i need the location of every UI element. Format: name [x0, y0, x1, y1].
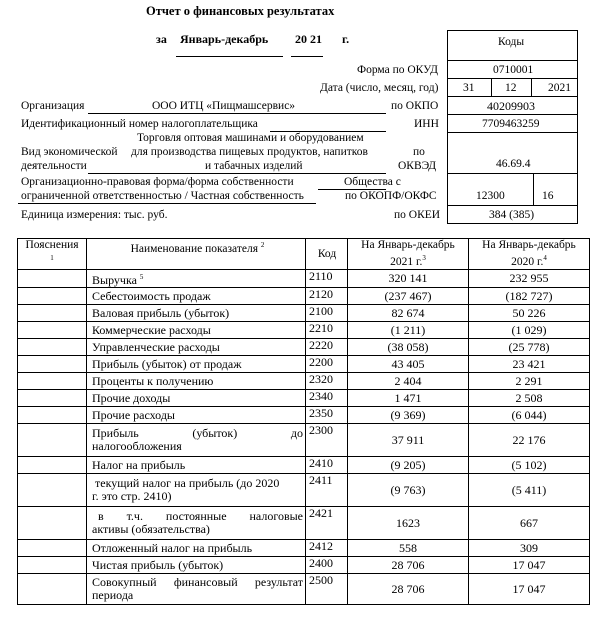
okfs-cell: [533, 173, 578, 206]
row-notes: [18, 474, 87, 507]
row-previous-value: (182 727): [469, 288, 590, 305]
okopf-value: 12300: [476, 190, 505, 202]
date-day: 31: [463, 82, 475, 94]
row-current-value: 82 674: [348, 305, 469, 322]
row-name: в т.ч. постоянные налоговые активы (обязательства): [87, 507, 306, 540]
row-previous-value: 2 508: [469, 390, 590, 407]
table-row: [18, 305, 590, 322]
row-name: Управленческие расходы: [87, 339, 306, 356]
table-header-row: [18, 239, 590, 270]
codes-header: Коды: [498, 36, 525, 48]
row-name: Совокупный финансовый результат периода: [87, 574, 306, 605]
okfs-value: 16: [542, 190, 554, 202]
row-code: 2500: [306, 574, 348, 605]
row-name: Прибыль (убыток) до налогообложения: [87, 424, 306, 457]
row-code: 2410: [306, 457, 348, 474]
row-code: 2320: [306, 373, 348, 390]
row-name: текущий налог на прибыль (до 2020 г. это стр. 2410): [87, 474, 306, 507]
header-name: Наименование показателя $^2$: [87, 239, 306, 270]
row-current-value: (9 763): [348, 474, 469, 507]
table-row: [18, 373, 590, 390]
table-row: [18, 557, 590, 574]
inn-code-label: ИНН: [414, 118, 439, 130]
row-current-value: 1 471: [348, 390, 469, 407]
header-code: Код: [306, 239, 348, 270]
row-notes: [18, 457, 87, 474]
row-current-value: (9 205): [348, 457, 469, 474]
activity-label-2: деятельности: [21, 160, 87, 172]
period-year-b: 21: [310, 32, 322, 46]
row-previous-value: (5 102): [469, 457, 590, 474]
row-notes: [18, 373, 87, 390]
row-name: Себестоимость продаж: [87, 288, 306, 305]
legal-form-label-2: ограниченной ответственностью / Частная собственность: [21, 190, 304, 202]
okved-label-1: по: [413, 146, 425, 158]
row-notes: [18, 356, 87, 373]
okpo-label: по ОКПО: [391, 100, 439, 112]
row-previous-value: 50 226: [469, 305, 590, 322]
row-current-value: (9 369): [348, 407, 469, 424]
date-label: Дата (число, месяц, год): [320, 82, 439, 94]
row-previous-value: 232 955: [469, 270, 590, 288]
form-okud-value: 0710001: [493, 64, 534, 76]
inn-label: Идентификационный номер налогоплательщика: [21, 118, 258, 130]
row-notes: [18, 288, 87, 305]
row-notes: [18, 424, 87, 457]
table-row: [18, 474, 590, 507]
report-title: Отчет о финансовых результатах: [146, 4, 335, 18]
row-notes: [18, 322, 87, 339]
row-name: Выручка $^5$: [87, 270, 306, 288]
row-previous-value: 667: [469, 507, 590, 540]
row-code: 2411: [306, 474, 348, 507]
row-previous-value: (6 044): [469, 407, 590, 424]
row-name: Коммерческие расходы: [87, 322, 306, 339]
row-previous-value: 17 047: [469, 574, 590, 605]
row-previous-value: (25 778): [469, 339, 590, 356]
period-prefix: за: [156, 32, 167, 46]
row-notes: [18, 540, 87, 557]
row-previous-value: (5 411): [469, 474, 590, 507]
row-previous-value: 309: [469, 540, 590, 557]
period-year-a: 20: [295, 32, 307, 46]
row-current-value: 28 706: [348, 574, 469, 605]
row-code: 2300: [306, 424, 348, 457]
row-notes: [18, 339, 87, 356]
row-code: 2220: [306, 339, 348, 356]
organization-value: ООО ИТЦ «Пищмашсервис»: [152, 100, 296, 112]
table-row: [18, 322, 590, 339]
row-current-value: 558: [348, 540, 469, 557]
organization-label: Организация: [21, 100, 85, 112]
row-notes: [18, 390, 87, 407]
table-row: [18, 540, 590, 557]
row-name: Отложенный налог на прибыль: [87, 540, 306, 557]
table-row: [18, 288, 590, 305]
row-code: 2110: [306, 270, 348, 288]
row-name: Чистая прибыль (убыток): [87, 557, 306, 574]
row-name: Прибыль (убыток) от продаж: [87, 356, 306, 373]
activity-label-1: Вид экономической: [21, 146, 118, 158]
row-code: 2350: [306, 407, 348, 424]
row-name: Налог на прибыль: [87, 457, 306, 474]
row-code: 2421: [306, 507, 348, 540]
table-row: [18, 424, 590, 457]
table-row: [18, 507, 590, 540]
row-notes: [18, 574, 87, 605]
table-row: [18, 356, 590, 373]
period-suffix: г.: [342, 32, 350, 46]
row-notes: [18, 507, 87, 540]
okved-label-2: ОКВЭД: [398, 160, 437, 172]
activity-value-2: для производства пищевых продуктов, напитков: [131, 146, 368, 158]
legal-form-label-1: Организационно-правовая форма/форма собственности: [21, 176, 294, 188]
financial-results-table: [17, 238, 590, 605]
row-code: 2340: [306, 390, 348, 407]
header-notes: Пояснения $^1$: [18, 239, 87, 270]
row-current-value: 37 911: [348, 424, 469, 457]
okopf-label: по ОКОПФ/ОКФС: [345, 190, 437, 202]
row-current-value: 320 141: [348, 270, 469, 288]
row-code: 2200: [306, 356, 348, 373]
row-previous-value: 22 176: [469, 424, 590, 457]
row-previous-value: 23 421: [469, 356, 590, 373]
date-month: 12: [505, 82, 517, 94]
activity-value-1: Торговля оптовая машинами и оборудованием: [137, 132, 364, 144]
table-row: [18, 390, 590, 407]
header-current-period: На Январь-декабрь 2021 г.$^3$: [348, 239, 469, 270]
unit-label: Единица измерения: тыс. руб.: [21, 209, 168, 221]
row-current-value: 43 405: [348, 356, 469, 373]
row-notes: [18, 305, 87, 322]
row-previous-value: 17 047: [469, 557, 590, 574]
period-months: Январь-декабрь: [180, 32, 269, 46]
okei-value: 384 (385): [489, 209, 535, 221]
header-previous-period: На Январь-декабрь 2020 г.$^4$: [469, 239, 590, 270]
row-name: Прочие расходы: [87, 407, 306, 424]
row-code: 2100: [306, 305, 348, 322]
row-current-value: (237 467): [348, 288, 469, 305]
row-code: 2412: [306, 540, 348, 557]
row-name: Валовая прибыль (убыток): [87, 305, 306, 322]
row-code: 2120: [306, 288, 348, 305]
activity-value-3: и табачных изделий: [205, 160, 303, 172]
row-notes: [18, 270, 87, 288]
row-code: 2210: [306, 322, 348, 339]
okved-value: 46.69.4: [496, 158, 531, 170]
row-name: Прочие доходы: [87, 390, 306, 407]
row-previous-value: 2 291: [469, 373, 590, 390]
table-row: [18, 270, 590, 288]
okei-label: по ОКЕИ: [394, 209, 441, 221]
row-name: Проценты к получению: [87, 373, 306, 390]
table-row: [18, 339, 590, 356]
row-previous-value: (1 029): [469, 322, 590, 339]
inn-value: 7709463259: [482, 118, 540, 130]
row-current-value: 28 706: [348, 557, 469, 574]
okpo-value: 40209903: [487, 99, 535, 113]
table-row: [18, 457, 590, 474]
row-current-value: (1 211): [348, 322, 469, 339]
legal-form-value-top: Общества с: [344, 176, 401, 188]
row-notes: [18, 407, 87, 424]
row-code: 2400: [306, 557, 348, 574]
row-current-value: 2 404: [348, 373, 469, 390]
row-notes: [18, 557, 87, 574]
form-okud-label: Форма по ОКУД: [357, 64, 438, 76]
row-current-value: 1623: [348, 507, 469, 540]
row-current-value: (38 058): [348, 339, 469, 356]
table-row: [18, 574, 590, 605]
table-row: [18, 407, 590, 424]
date-year: 2021: [548, 82, 571, 94]
